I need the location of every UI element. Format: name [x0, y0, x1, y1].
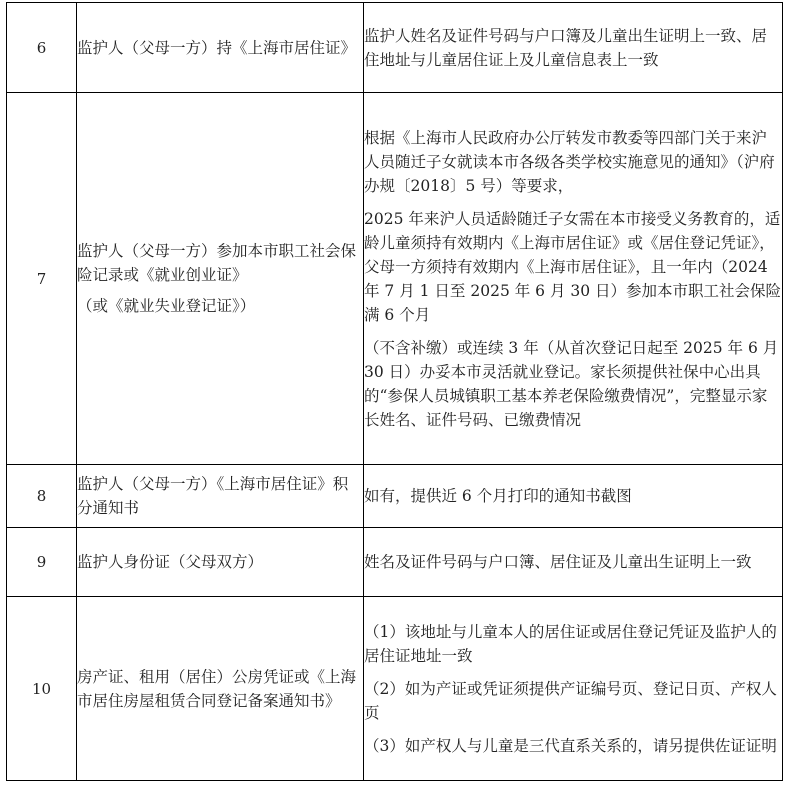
requirement-text: 房产证、租用（居住）公房凭证或《上海市居住房屋租赁合同登记备案通知书》 [77, 667, 357, 710]
requirement-text: 监护人身份证（父母双方） [77, 553, 264, 571]
table-row [7, 597, 783, 781]
notes-text: 2025 年来沪人员适龄随迁子女需在本市接受义务教育的，适龄儿童须持有效期内《上海市居住证》或《居住登记凭证》，父母一方须持有效期内《上海市居住证》，且一年内（2024 年 7 月 1 日至 2025 年 6 月 30 日）参加本市职工社会保险满 6 个月 [364, 209, 782, 324]
requirement-cell [77, 3, 364, 93]
notes-text: 如有，提供近 6 个月打印的通知书截图 [364, 487, 632, 505]
table-row [7, 3, 783, 93]
notes-cell [364, 597, 783, 781]
notes-text: （3）如产权人与儿童是三代直系关系的，请另提供佐证证明 [364, 736, 777, 755]
requirement-text: 监护人（父母一方）持《上海市居住证》 [77, 38, 357, 57]
requirement-cell [77, 93, 364, 465]
notes-text: （2）如为产证或凭证须提供产证编号页、登记日页、产权人页 [364, 679, 777, 722]
notes-cell [364, 93, 783, 465]
notes-text: 姓名及证件号码与户口簿、居住证及儿童出生证明上一致 [364, 553, 752, 571]
requirement-cell [77, 465, 364, 528]
row-number: 9 [7, 528, 77, 597]
row-number: 10 [7, 597, 77, 781]
table-row [7, 528, 783, 597]
table-row [7, 93, 783, 465]
table-row [7, 465, 783, 528]
requirement-text: （或《就业失业登记证》） [77, 297, 256, 315]
notes-text: 监护人姓名及证件号码与户口簿及儿童出生证明上一致、居住地址与儿童居住证上及儿童信息表上一致 [364, 26, 768, 69]
materials-table [6, 2, 783, 781]
notes-text: 根据《上海市人民政府办公厅转发市教委等四部门关于来沪人员随迁子女就读本市各级各类学校实施意见的通知》（沪府办规〔2018〕5 号）等要求， [364, 128, 775, 195]
requirement-text: 监护人（父母一方）参加本市职工社会保险记录或《就业创业证》 [77, 242, 357, 284]
row-number: 7 [7, 93, 77, 465]
row-number: 6 [7, 3, 77, 93]
notes-cell [364, 465, 783, 528]
requirement-cell [77, 528, 364, 597]
requirement-cell [77, 597, 364, 781]
notes-cell [364, 3, 783, 93]
notes-text: （不含补缴）或连续 3 年（从首次登记日起至 2025 年 6 月 30 日）办妥本市灵活就业登记。家长须提供社保中心出具的“参保人员城镇职工基本养老保险缴费情况”，完整显示家长姓名、证件号码、已缴费情况 [364, 338, 779, 429]
row-number: 8 [7, 465, 77, 528]
notes-text: （1）该地址与儿童本人的居住证或居住登记凭证及监护人的居住证地址一致 [364, 622, 777, 665]
notes-cell [364, 528, 783, 597]
requirement-text: 监护人（父母一方）《上海市居住证》积分通知书 [77, 475, 349, 517]
